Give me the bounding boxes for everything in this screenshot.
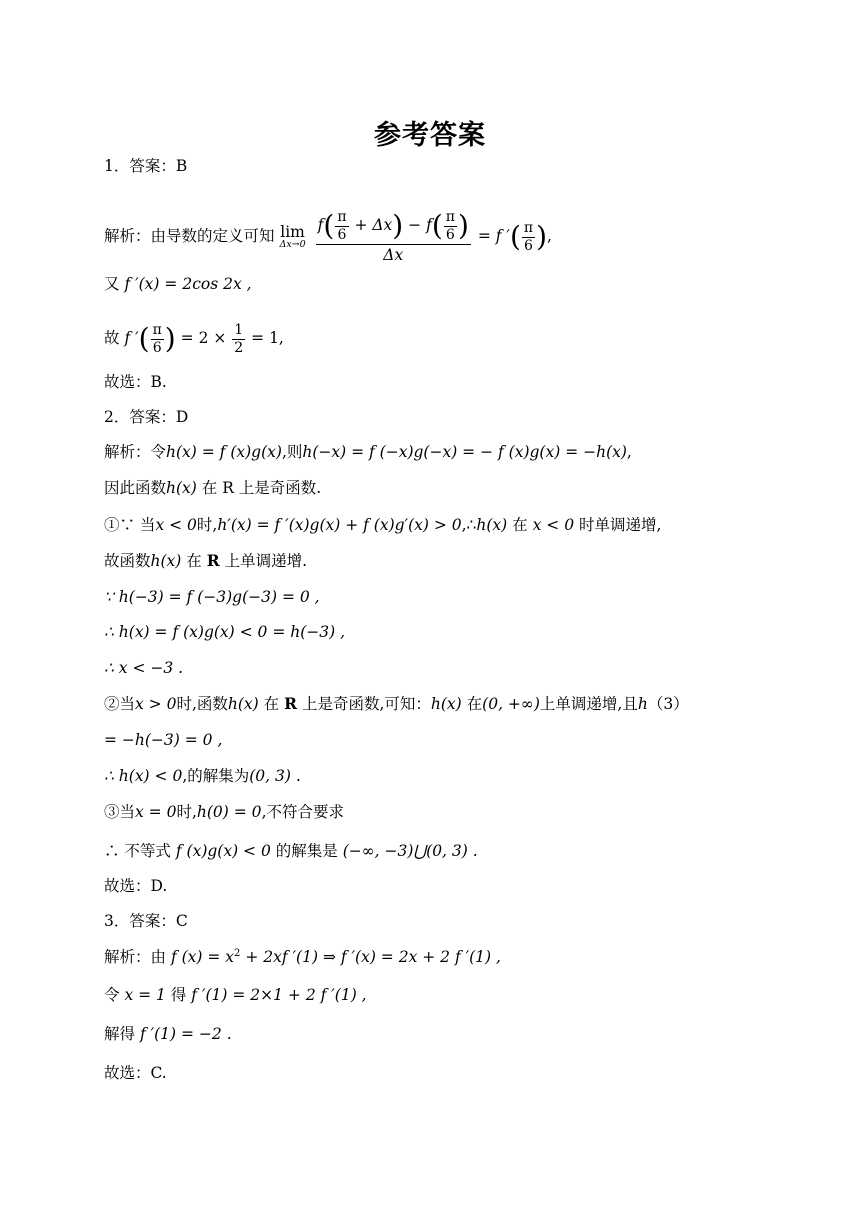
q1-answer: 1．答案：B (104, 157, 188, 175)
q2-line3: ①∵ 当x < 0时,h′(x) = f ′(x)g(x) + f (x)g′(x) > 0,∴h(x) 在 x < 0 时单调递增, (104, 516, 662, 534)
q2-line2: 因此函数h(x) 在 R 上是奇函数. (104, 479, 322, 497)
q2-line1: 解析：令h(x) = f (x)g(x),则h(−x) = f (−x)g(−x) = − f (x)g(x) = −h(x), (104, 443, 632, 461)
quotient-numerator: f( $\frac{\pi}{6}$ + Δx) − f( $\frac{\pi}{6}$ ) (316, 210, 471, 245)
one-half-fraction: $\frac{1}{2}$ (234, 322, 244, 356)
q1-explanation-line1: 解析：由导数的定义可知 lim Δx→0 f( $\frac{\pi}{6}$ + Δx) − f( $\frac{\pi}{6}$ ) Δx = f ′( $\frac{\pi}{6}$ ), (104, 209, 552, 265)
q1-expl-prefix: 解析：由导数的定义可知 (104, 227, 275, 246)
q2-line11: ③当x = 0时,h(0) = 0,不符合要求 (104, 803, 344, 821)
q2-line6: ∴ h(x) = f (x)g(x) < 0 = h(−3) , (104, 623, 346, 641)
difference-quotient (316, 210, 471, 264)
q1-explanation-line3: 故 f ′( $\frac{\pi}{6}$ ) = 2 × $\frac{1}{2}$ = 1, (104, 322, 284, 356)
q3-line3: 解得 f ′(1) = −2 . (104, 1025, 232, 1043)
q3-line2: 令 x = 1 得 f ′(1) = 2×1 + 2 f ′(1) , (104, 986, 367, 1004)
q2-line4: 故函数h(x) 在 R 上单调递增. (104, 551, 307, 570)
q2-line12: ∴ 不等式 f (x)g(x) < 0 的解集是 (−∞, −3)⋃(0, 3) . (104, 842, 478, 860)
q3-choice: 故选：C. (104, 1064, 167, 1082)
q2-line7: ∴ x < −3 . (104, 659, 184, 677)
page-title: 参考答案 (374, 120, 486, 151)
q2-line5: ∵ h(−3) = f (−3)g(−3) = 0 , (104, 588, 320, 606)
q2-answer: 2．答案：D (104, 408, 189, 426)
lim-subscript: Δx→0 (279, 239, 306, 251)
limit-operator (279, 224, 305, 250)
q2-choice: 故选：D. (104, 877, 168, 895)
q3-answer: 3．答案：C (104, 912, 188, 930)
q1-explanation-line2: 又 f ′(x) = 2cos 2x , (104, 275, 252, 293)
q1-choice: 故选：B. (104, 373, 167, 391)
q2-line8: ②当x > 0时,函数h(x) 在 R 上是奇函数,可知：h(x) 在(0, +∞)上单调递增,且h（3） (104, 694, 689, 713)
q2-line9: = −h(−3) = 0 , (104, 731, 223, 749)
q2-line10: ∴ h(x) < 0,的解集为(0, 3) . (104, 767, 301, 785)
quotient-denominator: Δx (383, 246, 404, 265)
q3-line1: 解析：由 f $(x) = x^2 + 2xf$ ′(1) ⇒ f ′(x) = 2x + 2 f ′(1) , (104, 947, 501, 966)
lim-word: lim (280, 223, 305, 242)
